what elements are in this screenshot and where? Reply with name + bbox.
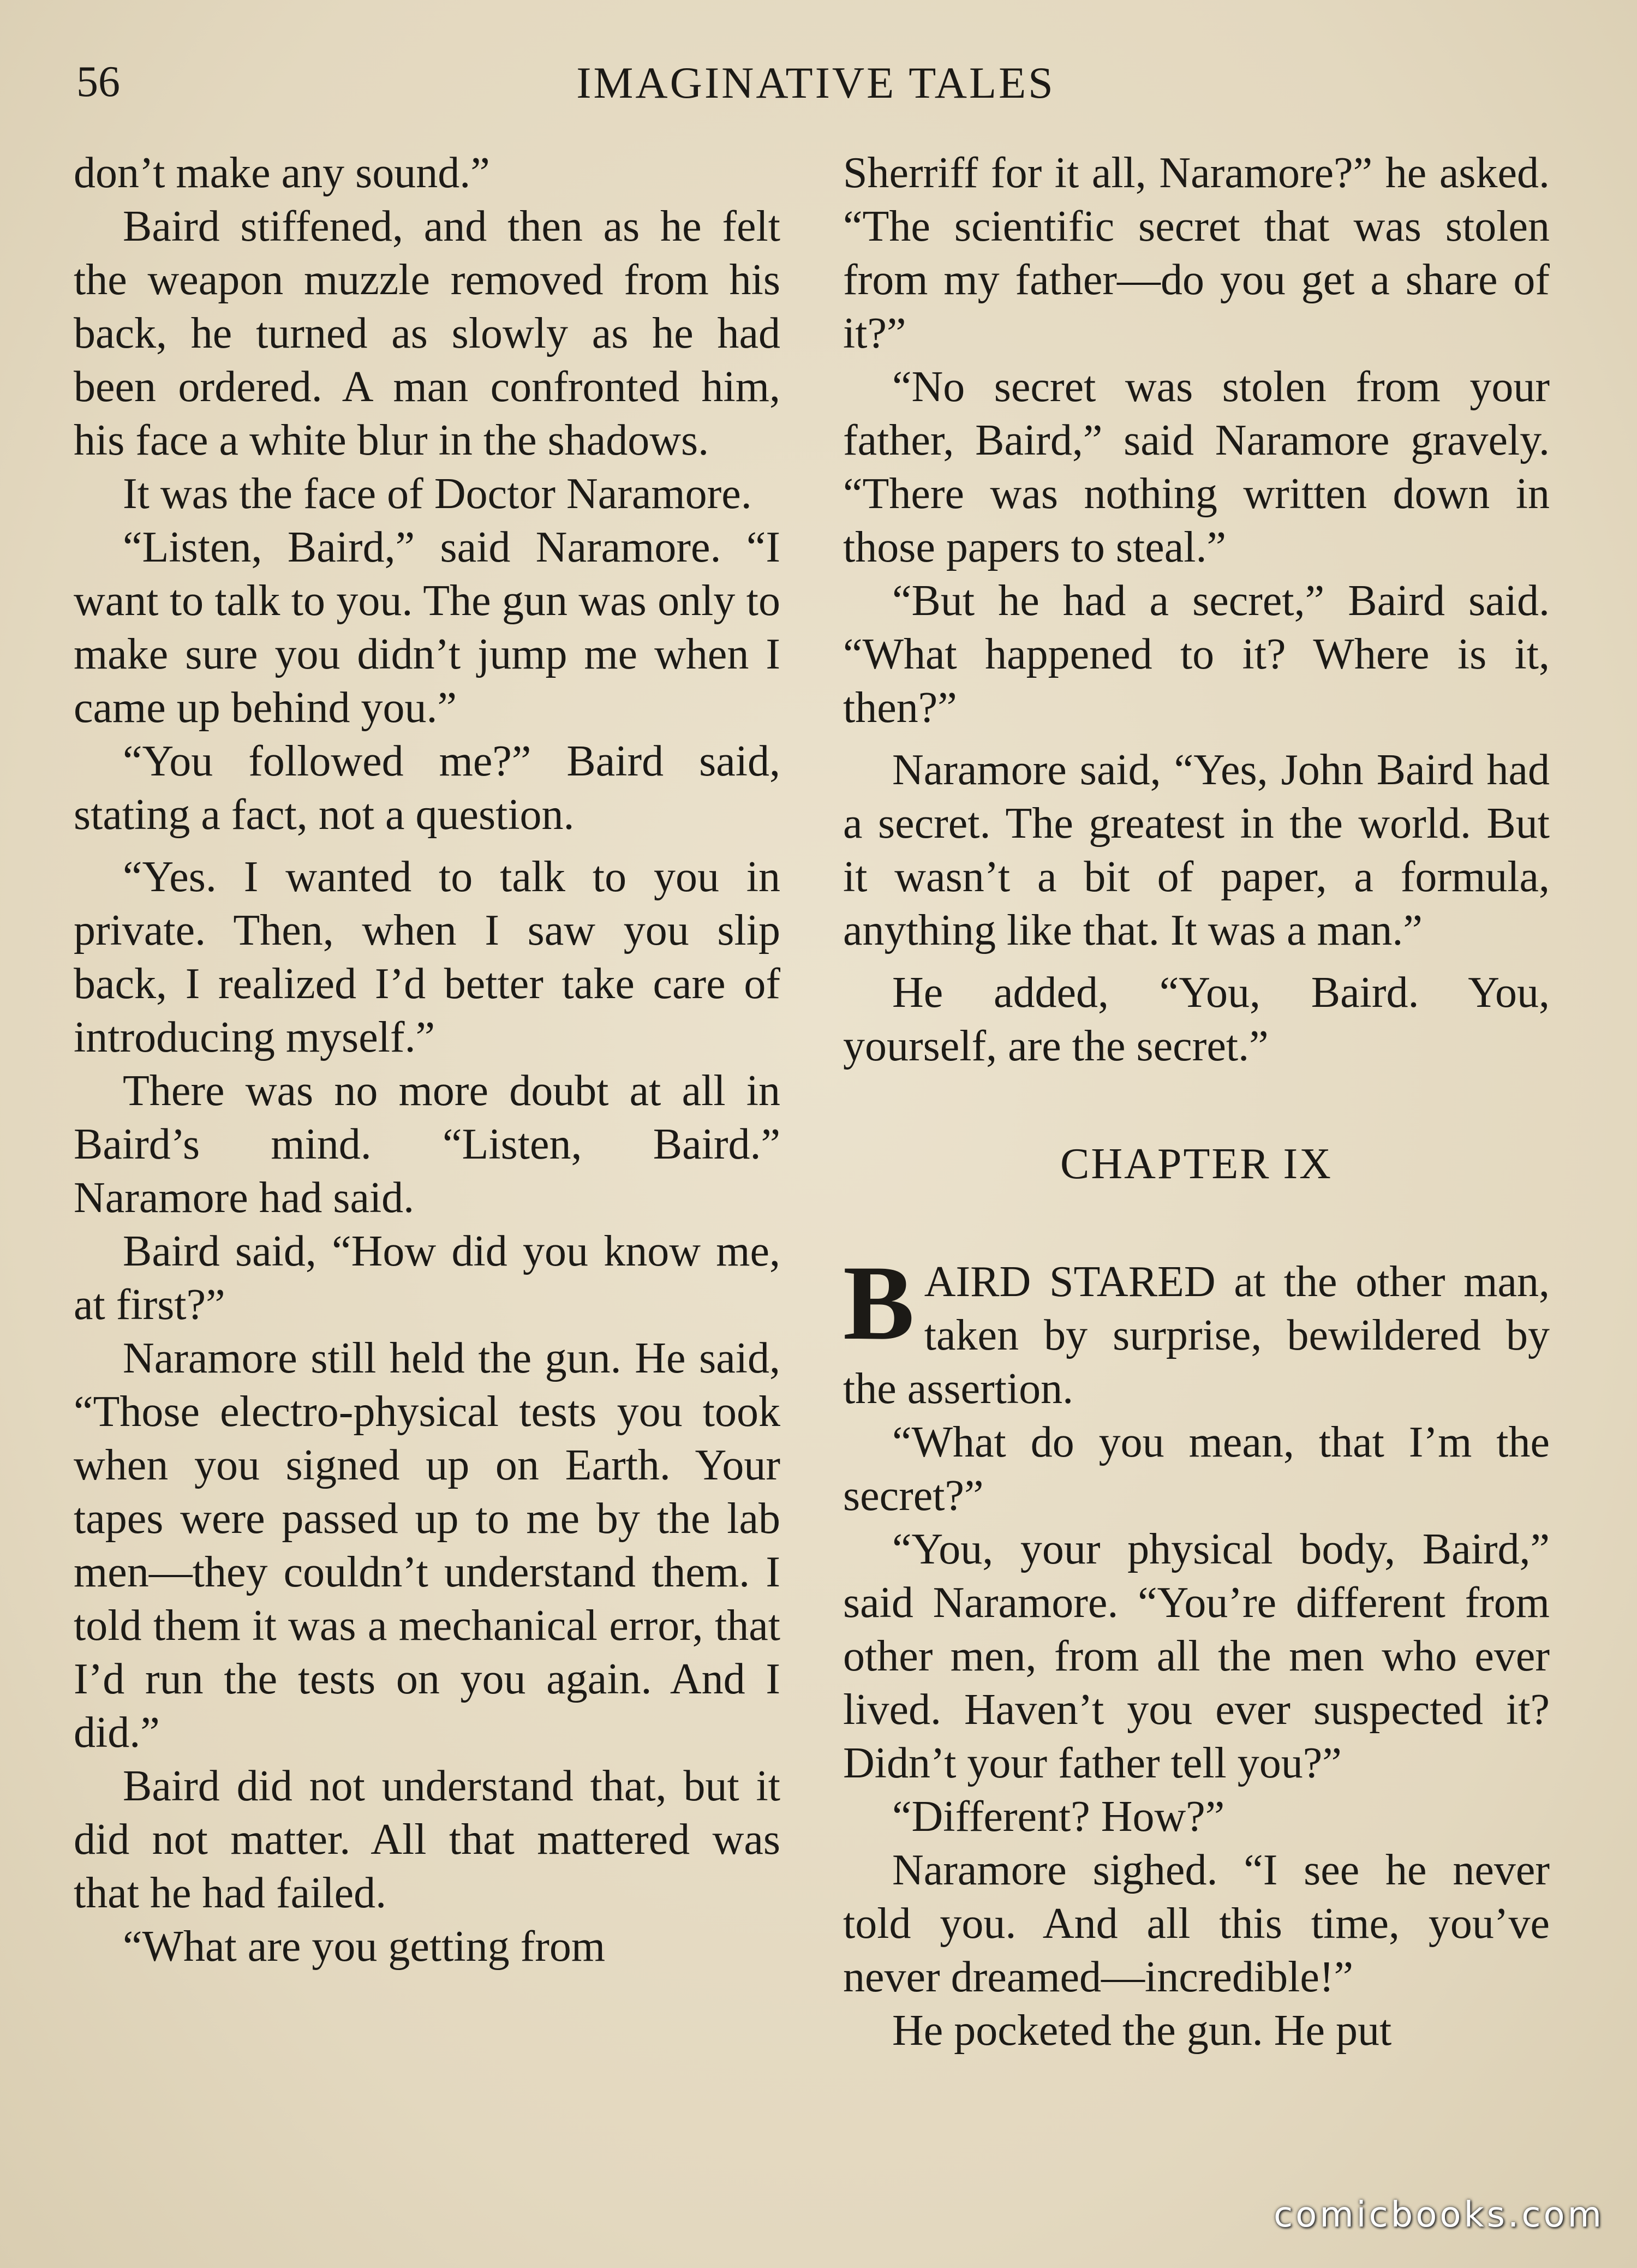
watermark: comicbooks.com <box>1273 2195 1604 2235</box>
paragraph: “Yes. I wanted to talk to you in private. Then, when I saw you slip back, I realized I’d better take care of introducing myself.” <box>74 853 780 1061</box>
left-column <box>74 146 780 1973</box>
paragraph: It was the face of Doctor Naramore. <box>123 470 752 518</box>
paragraph: Baird said, “How did you know me, at first?” <box>74 1227 780 1329</box>
paragraph: He pocketed the gun. He put <box>892 2007 1392 2055</box>
paragraph: don’t make any sound.” <box>74 149 490 197</box>
paragraph: Naramore said, “Yes, John Baird had a secret. The greatest in the world. But it wasn’t a bit of paper, a formula, anything like that. It was a man.” <box>843 746 1550 954</box>
page-header <box>76 57 1555 117</box>
paragraph: There was no more doubt at all in Baird’s mind. “Listen, Baird.” Naramore had said. <box>74 1067 780 1222</box>
running-title: IMAGINATIVE TALES <box>576 58 1055 108</box>
paragraph: Sherriff for it all, Naramore?” he asked. “The scientific secret that was stolen from my father—do you get a share of it?” <box>843 149 1550 357</box>
paragraph: “You followed me?” Baird said, stating a fact, not a question. <box>74 737 780 839</box>
dropcap-text: AIRD STARED at the other man, taken by surprise, bewildered by the assertion. <box>843 1258 1550 1413</box>
paragraph: Naramore still held the gun. He said, “Those electro-physical tests you took when you signed up on Earth. Your tapes were passed up to me by the lab men—they couldn’t understand them. I told them it was a mechanical error, that I’d run the tests on you again. And I did.” <box>74 1334 780 1757</box>
drop-cap-letter: B <box>843 1244 915 1362</box>
paragraph: “You, your physical body, Baird,” said Naramore. “You’re different from other men, from all the men who ever lived. Haven’t you ever suspected it? Didn’t your father tell you?” <box>843 1525 1550 1787</box>
paragraph: “What are you getting from <box>123 1923 606 1971</box>
paragraph: “Different? How?” <box>892 1793 1225 1841</box>
paragraph: He added, “You, Baird. You, yourself, are the secret.” <box>843 969 1550 1070</box>
dropcap-paragraph <box>843 1244 1550 1416</box>
right-column <box>843 146 1550 2057</box>
paragraph: Baird did not understand that, but it did not matter. All that mattered was that he had failed. <box>74 1762 780 1917</box>
paragraph: “No secret was stolen from your father, Baird,” said Naramore gravely. “There was nothing written down in those papers to steal.” <box>843 363 1550 571</box>
page-number: 56 <box>76 58 120 106</box>
chapter-heading: CHAPTER IX <box>1060 1140 1333 1188</box>
paragraph: “What do you mean, that I’m the secret?” <box>843 1418 1550 1520</box>
paragraph: Naramore sighed. “I see he never told you. And all this time, you’ve never dreamed—incredible!” <box>843 1846 1550 2001</box>
paragraph: “But he had a secret,” Baird said. “What happened to it? Where is it, then?” <box>843 577 1550 732</box>
paragraph: “Listen, Baird,” said Naramore. “I want to talk to you. The gun was only to make sure you didn’t jump me when I came up behind you.” <box>74 523 780 732</box>
paragraph: Baird stiffened, and then as he felt the weapon muzzle removed from his back, he turned as slowly as he had been ordered. A man confronted him, his face a white blur in the shadows. <box>74 202 780 464</box>
